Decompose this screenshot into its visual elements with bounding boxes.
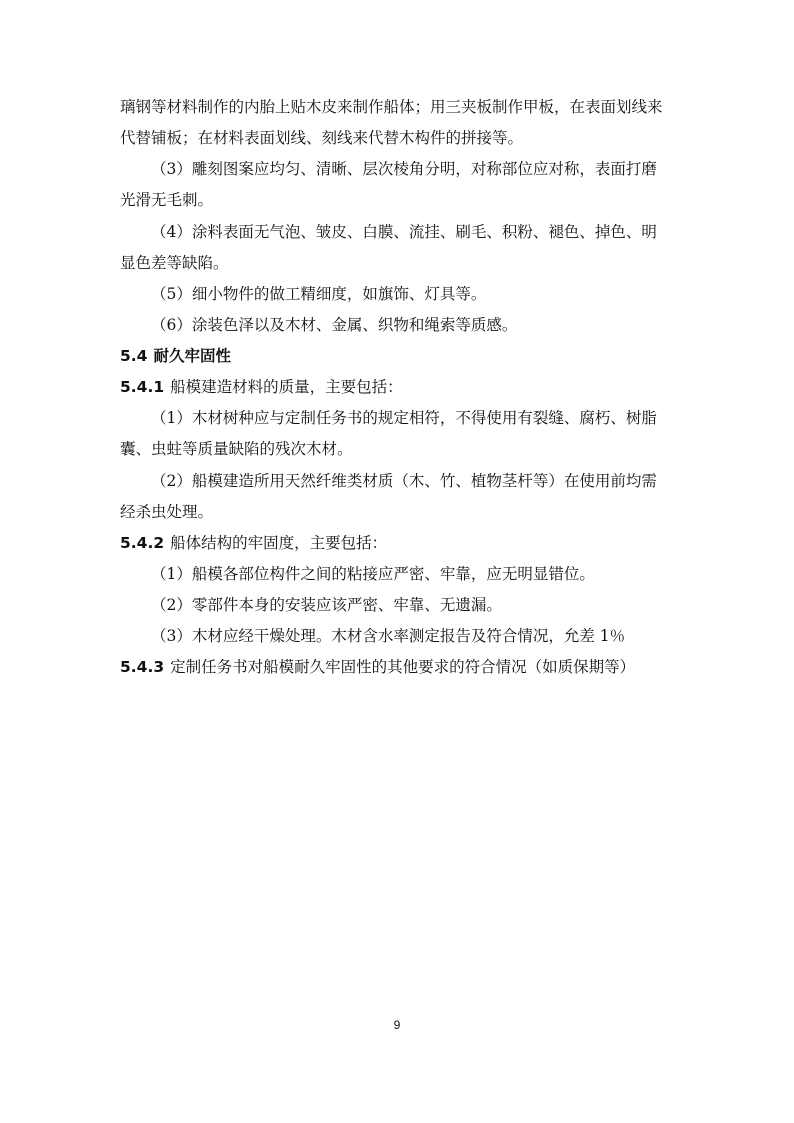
paragraph-line: 光滑无毛刺。 (120, 191, 214, 209)
section-heading-5-4 (120, 346, 231, 366)
paragraph-line: 璃钢等材料制作的内胎上贴木皮来制作船体；用三夹板制作甲板，在表面划线来 (120, 98, 663, 116)
paragraph-line: 代替铺板；在材料表面划线、刻线来代替木构件的拼接等。 (120, 129, 524, 147)
section-title: 耐久牢固性 (153, 347, 231, 365)
list-item-2: （2）零部件本身的安装应该严密、牢靠、无遗漏。 (151, 596, 502, 614)
list-item-4: （4）涂料表面无气泡、皱皮、白膜、流挂、刷毛、积粉、褪色、掉色、明 (151, 223, 657, 241)
list-item-5: （5）细小物件的做工精细度，如旗饰、灯具等。 (151, 285, 487, 303)
list-item-1: （1）船模各部位构件之间的粘接应严密、牢靠，应无明显错位。 (151, 565, 595, 583)
subsection-number: 5.4.3 (120, 658, 165, 676)
subsection-5-4-2 (120, 533, 387, 553)
paragraph-line: 经杀虫处理。 (120, 503, 214, 521)
subsection-text: 定制任务书对船模耐久牢固性的其他要求的符合情况（如质保期等） (170, 658, 636, 676)
subsection-text: 船体结构的牢固度，主要包括： (170, 534, 388, 552)
page-number: 9 (393, 1018, 401, 1032)
subsection-number: 5.4.2 (120, 534, 165, 552)
subsection-5-4-1 (120, 377, 403, 397)
section-number: 5.4 (120, 347, 148, 365)
subsection-number: 5.4.1 (120, 378, 165, 396)
list-item-6: （6）涂装色泽以及木材、金属、织物和绳索等质感。 (151, 316, 518, 334)
subsection-5-4-3 (120, 657, 635, 677)
subsection-text: 船模建造材料的质量，主要包括： (170, 378, 403, 396)
paragraph-line: 显色差等缺陷。 (120, 254, 229, 272)
list-item-3: （3）雕刻图案应均匀、清晰、层次棱角分明，对称部位应对称，表面打磨 (151, 160, 657, 178)
list-item-2: （2）船模建造所用天然纤维类材质（木、竹、植物茎杆等）在使用前均需 (151, 472, 657, 490)
list-item-1: （1）木材树种应与定制任务书的规定相符，不得使用有裂缝、腐朽、树脂 (151, 409, 657, 427)
list-item-3: （3）木材应经干燥处理。木材含水率测定报告及符合情况，允差 1％ (151, 627, 626, 645)
paragraph-line: 囊、虫蛀等质量缺陷的残次木材。 (120, 440, 353, 458)
